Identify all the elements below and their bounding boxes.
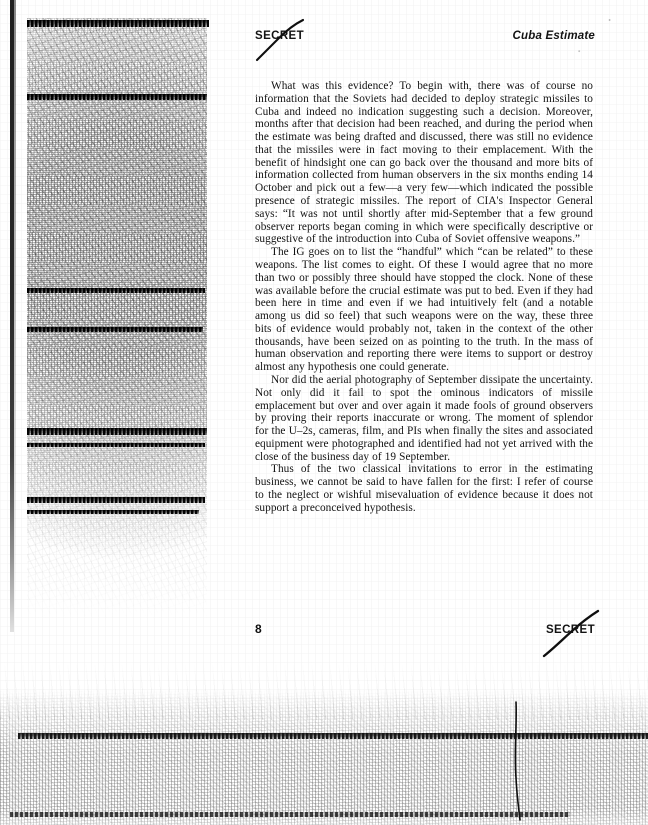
header-classification-label: SECRET xyxy=(255,30,305,42)
scan-streak-band xyxy=(27,510,199,514)
scan-streak-band xyxy=(27,327,203,332)
vertical-scratch-artifact xyxy=(495,700,541,822)
header-document-title: Cuba Estimate xyxy=(512,30,595,42)
document-body-text xyxy=(255,80,593,515)
scan-streak-band xyxy=(27,443,205,447)
scan-streak-band xyxy=(27,288,205,293)
left-margin-scan-noise-overlay xyxy=(27,18,207,622)
body-paragraph: Thus of the two classical invitations to error in the estimating business, we cannot be said to have fallen for the first: I refer of course to the neglect or wishful misevaluation of evidence because it does not support a preconceived hypothesis. xyxy=(255,463,593,514)
bottom-horizontal-streak xyxy=(18,733,648,739)
scan-streak-band xyxy=(27,497,205,503)
scan-streak-band xyxy=(27,20,209,27)
footer-classification-stamp xyxy=(546,624,595,636)
left-margin-scan-noise xyxy=(27,18,207,622)
page-footer xyxy=(255,622,595,644)
page-edge-dark-bar xyxy=(10,0,14,632)
body-paragraph: The IG goes on to list the “handful” which “can be related” to these weapons. The list comes to eight. Of these I would agree that no more than two or possibly three should have stopped the clock. None of these was available before the crucial estimate was put to bed. Even if they had been here in time and even if we had intuitively felt (and a notable among us did so feel) that such weapons were on the way, these three bits of evidence would probably not, taken in the context of the other thousands, have been seized on as pointing to the truth. In the mass of human observation and reporting there were items to support or destroy almost any hypothesis one could generate. xyxy=(255,246,593,374)
bottom-scan-noise-band xyxy=(0,688,648,825)
bottom-scan-noise-fade xyxy=(0,660,648,720)
body-paragraph: What was this evidence? To begin with, there was of course no information that the Soviets had decided to deploy strategic missiles to Cuba and indeed no indication suggesting such a decision. Moreover, months after that decision had been reached, and during the period when the estimate was being drafted and discussed, there was still no evidence that the missiles were in fact moving to their emplacement. With the benefit of hindsight one can go back over the thousand and more bits of information collected from human observers in the six months ending 14 October and pick out a few—a very few—which indicated the possible presence of strategic missiles. The report of CIA's Inspector General says: “It was not until shortly after mid-September that a few ground observer reports began coming in which were specifically descriptive or suggestive of the introduction into Cuba of Soviet offensive weapons.” xyxy=(255,80,593,246)
page-number: 8 xyxy=(255,622,262,636)
body-paragraph: Nor did the aerial photography of September dissipate the uncertainty. Not only did it fail to spot the ominous indicators of missile emplacement but over and over again it made fools of ground observers by proving their reports inaccurate or wrong. The moment of splendor for the U–2s, cameras, film, and PIs when finally the sites and associated equipment were photographed and identified had not yet arrived with the close of the business day of 19 September. xyxy=(255,373,593,463)
page-edge-shadow xyxy=(14,0,16,620)
scan-streak-band xyxy=(27,94,207,100)
footer-classification-label: SECRET xyxy=(545,624,595,636)
header-classification-stamp xyxy=(255,30,304,42)
page-header xyxy=(255,28,595,50)
bottom-edge-streak xyxy=(10,812,570,817)
scan-streak-band xyxy=(27,428,207,435)
